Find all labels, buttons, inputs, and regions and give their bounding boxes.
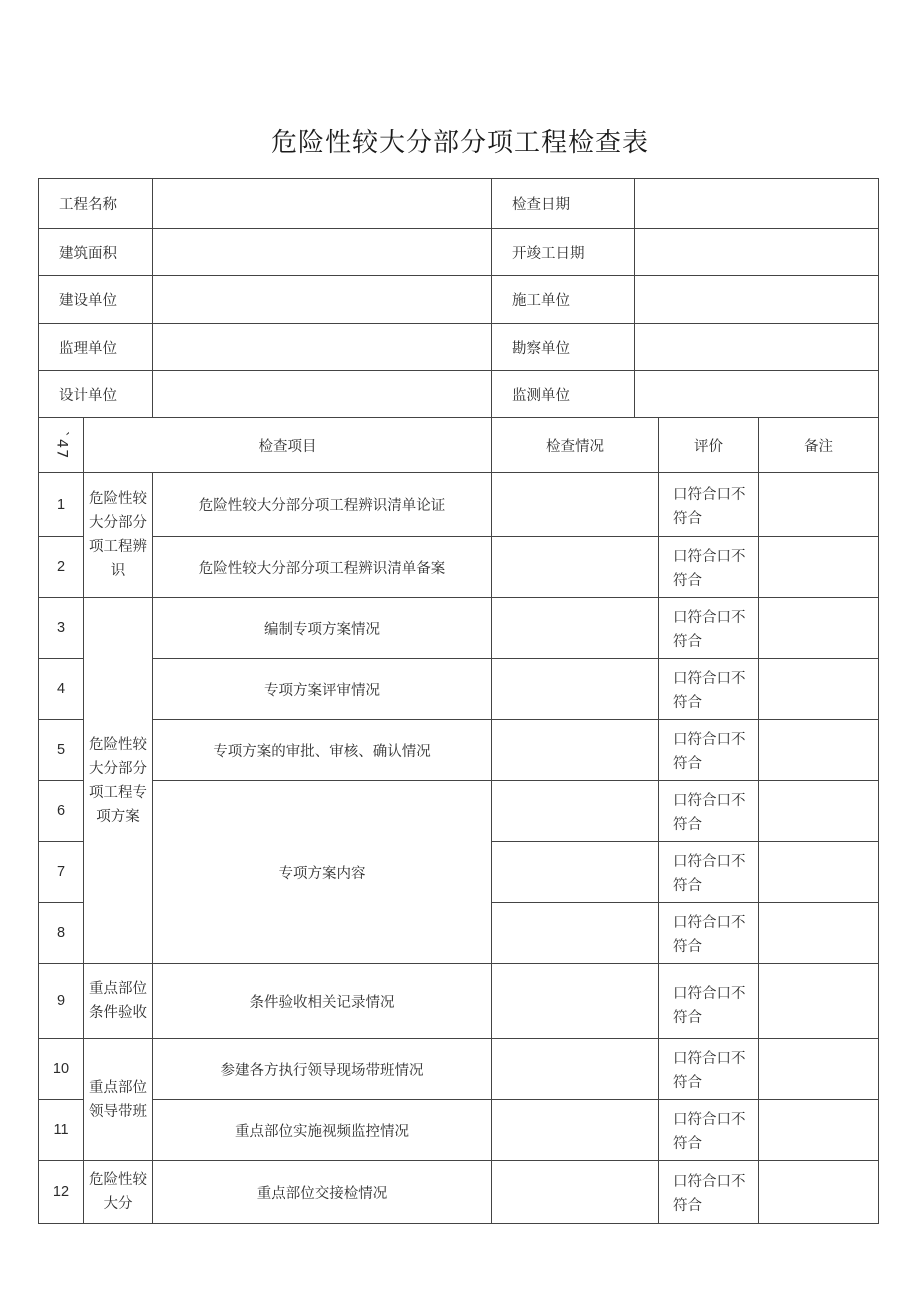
info-value-field[interactable] — [635, 179, 879, 229]
status-field[interactable] — [492, 598, 659, 659]
info-value-field[interactable] — [153, 324, 492, 371]
status-field[interactable] — [492, 473, 659, 537]
eval-checkbox-group[interactable]: 口符合口不符合 — [659, 842, 759, 903]
status-field[interactable] — [492, 1039, 659, 1100]
category-cell: 危险性较大分 — [84, 1161, 153, 1224]
info-label: 设计单位 — [39, 371, 153, 418]
info-value-field[interactable] — [635, 229, 879, 276]
eval-header: 评价 — [659, 418, 759, 473]
info-row — [39, 276, 879, 324]
info-label: 建设单位 — [39, 276, 153, 324]
table-row — [39, 537, 879, 598]
table-row — [39, 964, 879, 1039]
info-label: 监测单位 — [492, 371, 635, 418]
info-value-field[interactable] — [153, 276, 492, 324]
check-item: 专项方案内容 — [153, 781, 492, 964]
check-item: 专项方案的审批、审核、确认情况 — [153, 720, 492, 781]
eval-checkbox-group[interactable]: 口符合口不符合 — [659, 598, 759, 659]
remark-field[interactable] — [759, 537, 879, 598]
row-number: 11 — [39, 1100, 84, 1161]
row-number: 8 — [39, 903, 84, 964]
status-field[interactable] — [492, 964, 659, 1039]
table-row — [39, 473, 879, 537]
status-field[interactable] — [492, 537, 659, 598]
status-field[interactable] — [492, 1100, 659, 1161]
category-cell: 重点部位领导带班 — [84, 1039, 153, 1161]
row-number: 4 — [39, 659, 84, 720]
row-number: 12 — [39, 1161, 84, 1224]
remark-header: 备注 — [759, 418, 879, 473]
remark-field[interactable] — [759, 1039, 879, 1100]
info-value-field[interactable] — [635, 371, 879, 418]
info-value-field[interactable] — [153, 229, 492, 276]
table-header-row — [39, 418, 879, 473]
check-item: 专项方案评审情况 — [153, 659, 492, 720]
table-row — [39, 781, 879, 842]
info-label: 工程名称 — [39, 179, 153, 229]
info-label: 检查日期 — [492, 179, 635, 229]
eval-checkbox-group[interactable]: 口符合口不符合 — [659, 473, 759, 537]
info-label: 监理单位 — [39, 324, 153, 371]
info-value-field[interactable] — [153, 371, 492, 418]
category-cell: 危险性较大分部分项工程专项方案 — [84, 598, 153, 964]
remark-field[interactable] — [759, 1100, 879, 1161]
eval-checkbox-group[interactable]: 口符合口不符合 — [659, 720, 759, 781]
remark-field[interactable] — [759, 964, 879, 1039]
remark-field[interactable] — [759, 720, 879, 781]
info-label: 勘察单位 — [492, 324, 635, 371]
eval-checkbox-group[interactable]: 口符合口不符合 — [659, 781, 759, 842]
status-header: 检查情况 — [492, 418, 659, 473]
remark-field[interactable] — [759, 659, 879, 720]
row-number: 2 — [39, 537, 84, 598]
info-row — [39, 371, 879, 418]
info-row — [39, 229, 879, 276]
info-value-field[interactable] — [635, 276, 879, 324]
eval-checkbox-group[interactable]: 口符合口不符合 — [659, 1039, 759, 1100]
check-item: 编制专项方案情况 — [153, 598, 492, 659]
inspection-table — [38, 178, 879, 1224]
eval-checkbox-group[interactable]: 口符合口不符合 — [659, 1100, 759, 1161]
table-row — [39, 1161, 879, 1224]
table-row — [39, 659, 879, 720]
eval-checkbox-group[interactable]: 口符合口不符合 — [659, 1161, 759, 1224]
status-field[interactable] — [492, 781, 659, 842]
row-number: 9 — [39, 964, 84, 1039]
row-number: 7 — [39, 842, 84, 903]
item-header: 检查项目 — [84, 418, 492, 473]
check-item: 危险性较大分部分项工程辨识清单备案 — [153, 537, 492, 598]
table-row — [39, 720, 879, 781]
status-field[interactable] — [492, 720, 659, 781]
check-item: 重点部位交接检情况 — [153, 1161, 492, 1224]
remark-field[interactable] — [759, 598, 879, 659]
remark-field[interactable] — [759, 473, 879, 537]
eval-checkbox-group[interactable]: 口符合口不符合 — [659, 903, 759, 964]
table-row — [39, 598, 879, 659]
table-row — [39, 1100, 879, 1161]
status-field[interactable] — [492, 903, 659, 964]
info-row — [39, 324, 879, 371]
row-number: 1 — [39, 473, 84, 537]
check-item: 重点部位实施视频监控情况 — [153, 1100, 492, 1161]
table-row — [39, 1039, 879, 1100]
remark-field[interactable] — [759, 1161, 879, 1224]
status-field[interactable] — [492, 842, 659, 903]
info-label: 开竣工日期 — [492, 229, 635, 276]
eval-checkbox-group[interactable]: 口符合口不符合 — [659, 659, 759, 720]
info-label: 建筑面积 — [39, 229, 153, 276]
row-number: 3 — [39, 598, 84, 659]
info-row — [39, 179, 879, 229]
row-number: 10 — [39, 1039, 84, 1100]
remark-field[interactable] — [759, 781, 879, 842]
status-field[interactable] — [492, 659, 659, 720]
remark-field[interactable] — [759, 903, 879, 964]
info-value-field[interactable] — [635, 324, 879, 371]
status-field[interactable] — [492, 1161, 659, 1224]
category-cell: 重点部位条件验收 — [84, 964, 153, 1039]
category-cell: 危险性较大分部分项工程辨识 — [84, 473, 153, 598]
check-item: 条件验收相关记录情况 — [153, 964, 492, 1039]
page-title: 危险性较大分部分项工程检查表 — [270, 128, 649, 158]
row-number: 5 — [39, 720, 84, 781]
info-value-field[interactable] — [153, 179, 492, 229]
eval-checkbox-group[interactable]: 口符合口不符合 — [659, 964, 759, 1039]
info-label: 施工单位 — [492, 276, 635, 324]
row-number: 6 — [39, 781, 84, 842]
remark-field[interactable] — [759, 842, 879, 903]
eval-checkbox-group[interactable]: 口符合口不符合 — [659, 537, 759, 598]
seq-header: `47 — [39, 418, 84, 473]
check-item: 参建各方执行领导现场带班情况 — [153, 1039, 492, 1100]
check-item: 危险性较大分部分项工程辨识清单论证 — [153, 473, 492, 537]
